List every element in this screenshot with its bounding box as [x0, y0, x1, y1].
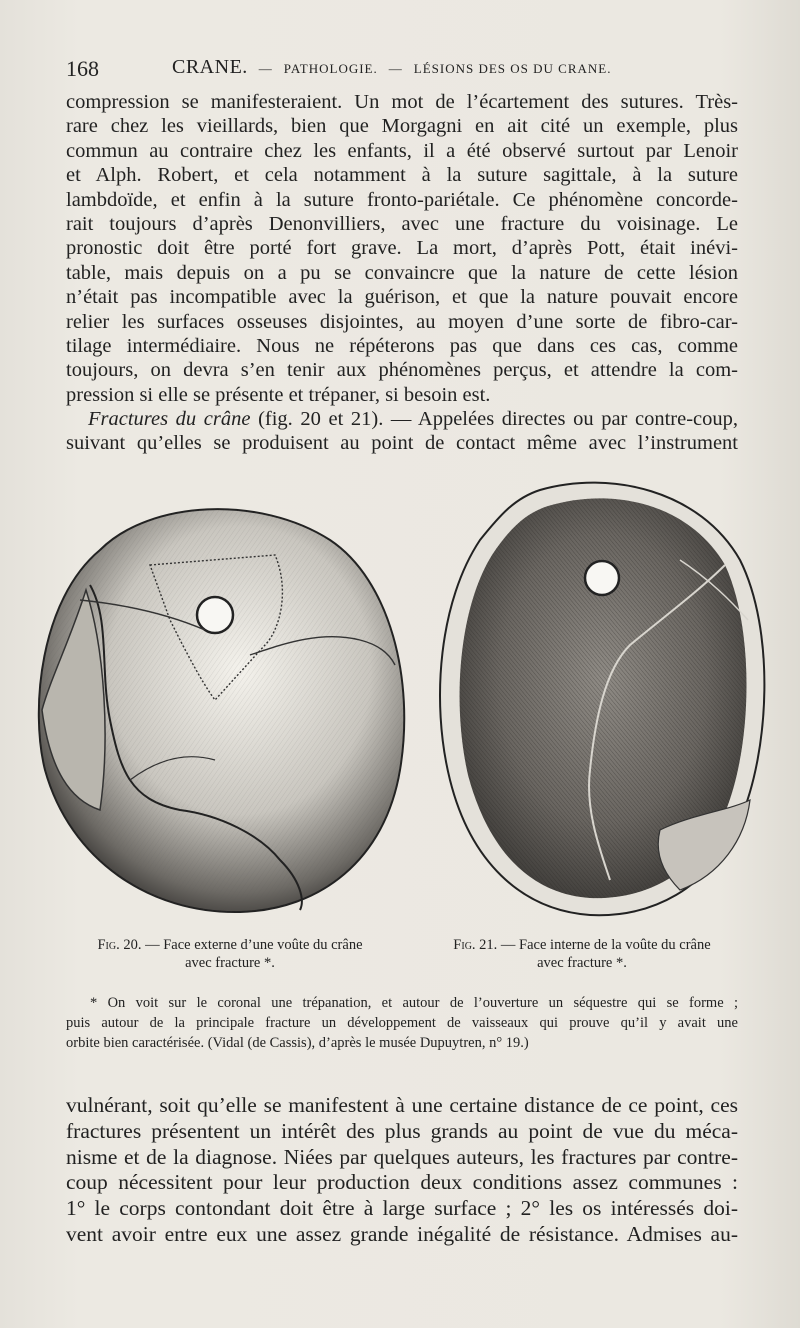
- text-line: compression se manifesteraient. Un mot de l’écartement des sutures. Très-: [66, 91, 738, 113]
- text-line: et Alph. Robert, et cela notamment à la suture sagittale, à la suture: [66, 164, 738, 187]
- text-line: 1° le corps contondant doit être à large surface ; 2° les os intéressés doi-: [66, 1196, 738, 1221]
- text-line: n’était pas incompatible avec la guérison, et que la nature pouvait encore: [66, 286, 738, 309]
- text-line: table, mais depuis on a pu se convaincre que la nature de cette lésion: [66, 261, 738, 284]
- footnote-line: puis autour de la principale fracture un développement de vaisseaux qui prouve qu’il y avait une: [66, 1015, 738, 1031]
- figure-21-skull-internal: [430, 470, 770, 920]
- fractures-heading-rest: (fig. 20 et 21). — Appelées directes ou par contre-coup,: [250, 408, 738, 431]
- page-number: 168: [66, 56, 99, 81]
- running-head-part-2: LÉSIONS DES OS DU CRANE.: [413, 61, 612, 76]
- running-head-sep-1: —: [258, 61, 273, 76]
- figure-20-caption-text: — Face externe d’une voûte du crâne: [145, 937, 363, 953]
- bottom-paragraph: [66, 1093, 738, 1248]
- running-head: [172, 56, 611, 79]
- figure-21-caption-line2: avec fracture *.: [537, 955, 627, 971]
- text-line: toujours, on devra s’en tenir aux phénomènes perçus, et attendre la com-: [66, 359, 738, 382]
- footnote-line: * On voit sur le coronal une trépanation, et autour de l’ouverture un séquestre qui se forme ;: [90, 995, 738, 1011]
- running-head-part-1: PATHOLOGIE.: [283, 61, 378, 76]
- text-line: suivant qu’elles se produisent au point de contact même avec l’instrument: [66, 432, 738, 455]
- figure-21-caption: [412, 936, 752, 972]
- figure-20-label: Fig. 20.: [97, 937, 142, 953]
- text-line: relier les surfaces osseuses disjointes, au moyen d’une sorte de fibro-car-: [66, 310, 738, 333]
- figure-20-skull-external: [30, 480, 410, 920]
- top-paragraph: [66, 90, 738, 456]
- figure-20-caption: [60, 936, 400, 972]
- text-line: vulnérant, soit qu’elle se manifestent à une certaine distance de ce point, ces: [66, 1093, 738, 1117]
- figure-21-label: Fig. 21.: [453, 937, 498, 953]
- page-header: [66, 54, 736, 86]
- figure-20-caption-line2: avec fracture *.: [185, 955, 275, 971]
- text-line: tilage intermédiaire. Nous ne répéterons pas que dans ces cas, comme: [66, 334, 738, 357]
- text-line: commun au contraire chez les enfants, il a été observé surtout par Lenoir: [66, 139, 738, 162]
- running-head-sep-2: —: [388, 61, 403, 76]
- text-line: rait toujours d’après Denonvilliers, avec une fracture du voisinage. Le: [66, 212, 738, 235]
- fractures-heading: Fractures du crâne: [88, 408, 251, 431]
- fractures-heading-line: [66, 407, 738, 431]
- text-line: pression si elle se présente et trépaner, si besoin est.: [66, 383, 491, 406]
- text-line: lambdoïde, et enfin à la suture fronto-pariétale. Ce phénomène concorde-: [66, 188, 738, 211]
- text-line: pronostic doit être porté fort grave. La mort, d’après Pott, était inévi-: [66, 237, 738, 260]
- text-line: coup nécessitent pour leur production deux conditions assez communes :: [66, 1170, 738, 1195]
- text-line: fractures présentent un intérêt des plus grands au point de vue du méca-: [66, 1118, 738, 1143]
- text-line: nisme et de la diagnose. Niées par quelques auteurs, les fractures par contre-: [66, 1144, 738, 1169]
- footnote: [66, 993, 738, 1053]
- text-line: rare chez les vieillards, bien que Morgagni en ait cité un exemple, plus: [66, 115, 738, 138]
- text-line: vent avoir entre eux une assez grande inégalité de résistance. Admises au-: [66, 1221, 738, 1246]
- running-head-main: CRANE.: [172, 56, 248, 78]
- footnote-line: orbite bien caractérisée. (Vidal (de Cassis), d’après le musée Dupuytren, n° 19.): [66, 1035, 529, 1051]
- figures-area: [30, 470, 770, 920]
- figure-21-caption-text: — Face interne de la voûte du crâne: [500, 937, 711, 953]
